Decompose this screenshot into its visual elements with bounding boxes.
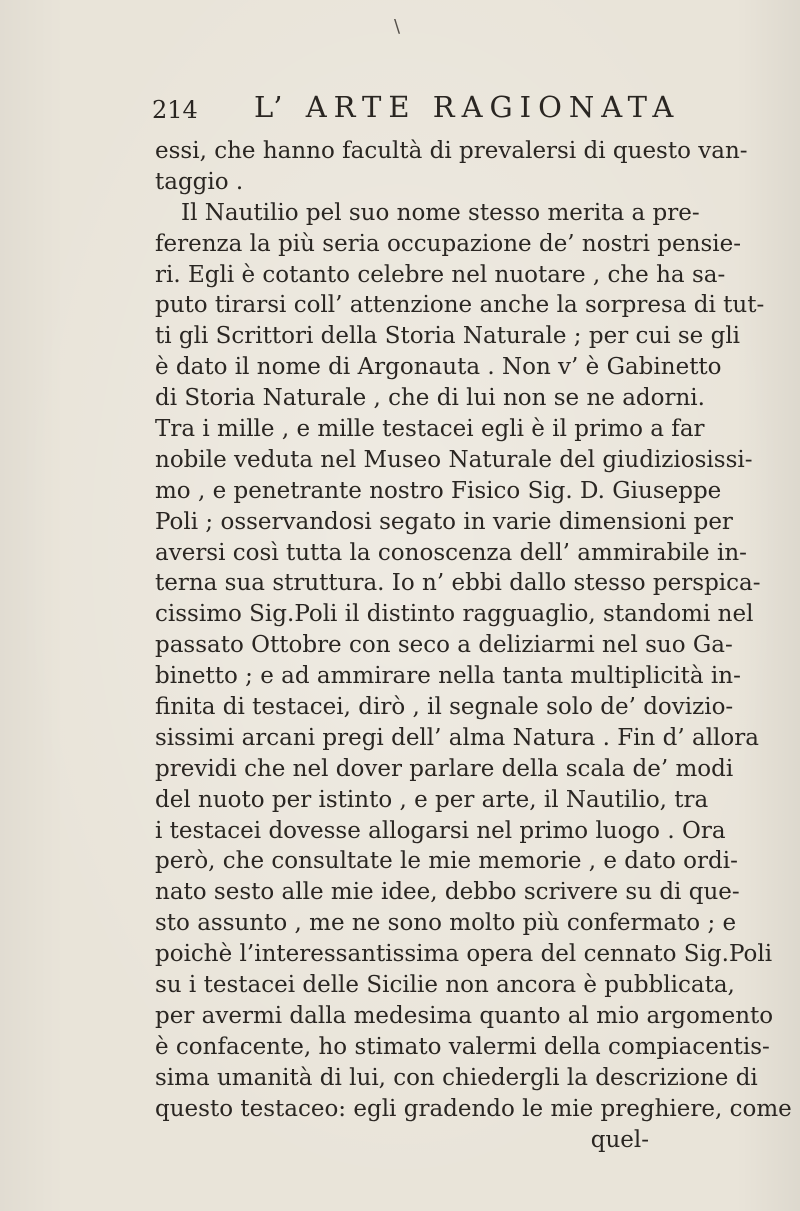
text-line: del nuoto per istinto , e per arte, il Nautilio, tra — [155, 786, 709, 813]
running-head: L’ ARTE RAGIONATA — [254, 90, 681, 124]
text-line: per avermi dalla medesima quanto al mio argomento — [155, 1002, 774, 1029]
text-line: Poli ; osservandosi segato in varie dimensioni per — [155, 508, 733, 535]
text-line: Il Nautilio pel suo nome stesso merita a pre- — [181, 199, 700, 226]
page-number: 214 — [152, 96, 198, 124]
text-line: sima umanità di lui, con chiedergli la descrizione di — [155, 1064, 758, 1091]
text-line: ri. Egli è cotanto celebre nel nuotare , che ha sa- — [155, 261, 726, 288]
text-line: aversi così tutta la conoscenza dell’ ammirabile in- — [155, 539, 747, 566]
text-line: terna sua struttura. Io n’ ebbi dallo stesso perspica- — [155, 570, 761, 597]
text-line: puto tirarsi coll’ attenzione anche la sorpresa di tut- — [155, 292, 765, 319]
text-line: nobile veduta nel Museo Naturale del giudiziosissi- — [155, 446, 753, 473]
body-text — [155, 136, 792, 1155]
text-line: essi, che hanno facultà di prevalersi di questo van- — [155, 138, 748, 164]
text-line: taggio . — [155, 168, 244, 195]
margin-mark: \ — [394, 16, 401, 37]
text-line: è confacente, ho stimato valermi della compiacentis- — [155, 1033, 770, 1060]
text-line: ferenza la più seria occupazione de’ nostri pensie- — [155, 230, 741, 257]
text-line: binetto ; e ad ammirare nella tanta multiplicità in- — [155, 663, 741, 690]
text-line: questo testaceo: egli gradendo le mie preghiere, come — [155, 1095, 792, 1122]
page-header — [152, 90, 681, 130]
text-line: è dato il nome di Argonauta . Non v’ è Gabinetto — [155, 354, 722, 381]
text-line: cissimo Sig.Poli il distinto ragguaglio, standomi nel — [155, 601, 754, 628]
text-line: previdi che nel dover parlare della scala de’ modi — [155, 755, 734, 782]
text-line: però, che consultate le mie memorie , e dato ordi- — [155, 848, 738, 875]
text-line: i testacei dovesse allogarsi nel primo luogo . Ora — [155, 817, 726, 844]
text-line: ti gli Scrittori della Storia Naturale ; per cui se gli — [155, 323, 741, 350]
text-line: nato sesto alle mie idee, debbo scrivere su di que- — [155, 879, 740, 906]
text-line: su i testacei delle Sicilie non ancora è pubblicata, — [155, 972, 735, 999]
text-line: Tra i mille , e mille testacei egli è il primo a far — [155, 416, 705, 443]
text-line: sto assunto , me ne sono molto più confermato ; e — [155, 910, 737, 937]
text-line: mo , e penetrante nostro Fisico Sig. D. Giuseppe — [155, 477, 722, 504]
text-line: di Storia Naturale , che di lui non se ne adorni. — [155, 385, 705, 412]
text-line: finita di testacei, dirò , il segnale solo de’ dovizio- — [155, 694, 734, 721]
text-line: poichè l’interessantissima opera del cennato Sig.Poli — [155, 941, 773, 968]
text-line: passato Ottobre con seco a deliziarmi nel suo Ga- — [155, 632, 733, 659]
catchword: quel- — [590, 1126, 649, 1153]
text-line: sissimi arcani pregi dell’ alma Natura . Fin d’ allora — [155, 724, 759, 751]
